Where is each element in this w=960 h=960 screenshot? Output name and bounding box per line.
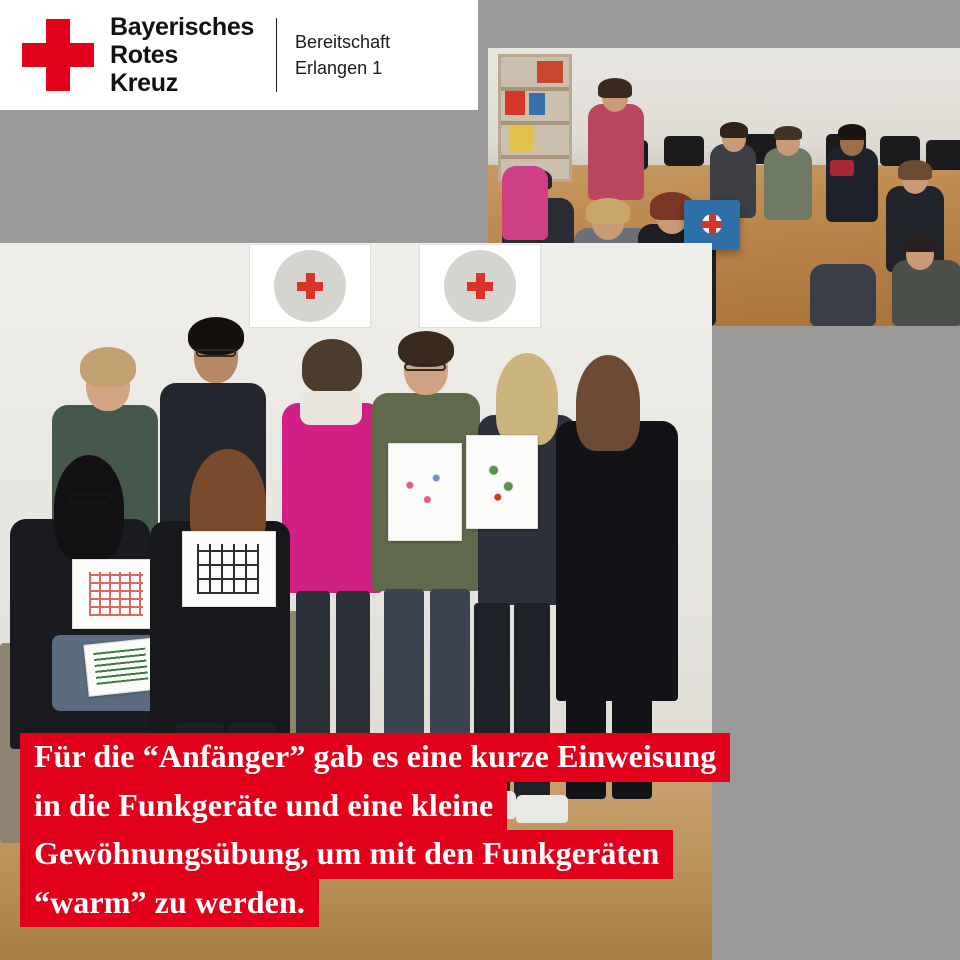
drawing-sheet — [466, 435, 538, 529]
top-photo-person — [502, 166, 548, 240]
drawing-sheet — [72, 559, 160, 629]
brand-wordmark — [110, 13, 254, 97]
top-photo-person — [588, 104, 644, 200]
wall-poster-right — [420, 245, 540, 327]
brand-wordmark-line-2: Rotes — [110, 41, 178, 69]
caption-line-1: Für die “Anfänger” gab es eine kurze Einweisung — [20, 733, 730, 782]
drawing-sheet — [182, 531, 276, 607]
main-photo-person — [556, 421, 678, 701]
brand-subtitle-line-2: Erlangen 1 — [295, 58, 383, 78]
caption-line-2: in die Funkgeräte und eine kleine — [20, 782, 507, 831]
brand-header — [0, 0, 478, 110]
caption-line-3: Gewöhnungsübung, um mit den Funkgeräten — [20, 830, 673, 879]
caption-line-4: “warm” zu werden. — [20, 879, 319, 928]
caption-block — [20, 733, 900, 927]
brand-wordmark-line-3: Kreuz — [110, 69, 178, 97]
top-photo-person — [810, 264, 876, 326]
brand-divider — [276, 18, 277, 92]
red-cross-icon — [22, 19, 94, 91]
brand-subtitle — [295, 29, 390, 81]
top-photo-shelf — [498, 54, 572, 182]
wall-poster-left — [250, 245, 370, 327]
brand-subtitle-line-1: Bereitschaft — [295, 31, 391, 52]
brand-wordmark-line-1: Bayerisches — [110, 13, 255, 41]
drawing-sheet — [388, 443, 462, 541]
top-photo-person — [764, 148, 812, 220]
main-photo-person — [282, 403, 382, 593]
top-photo-person — [892, 260, 960, 326]
